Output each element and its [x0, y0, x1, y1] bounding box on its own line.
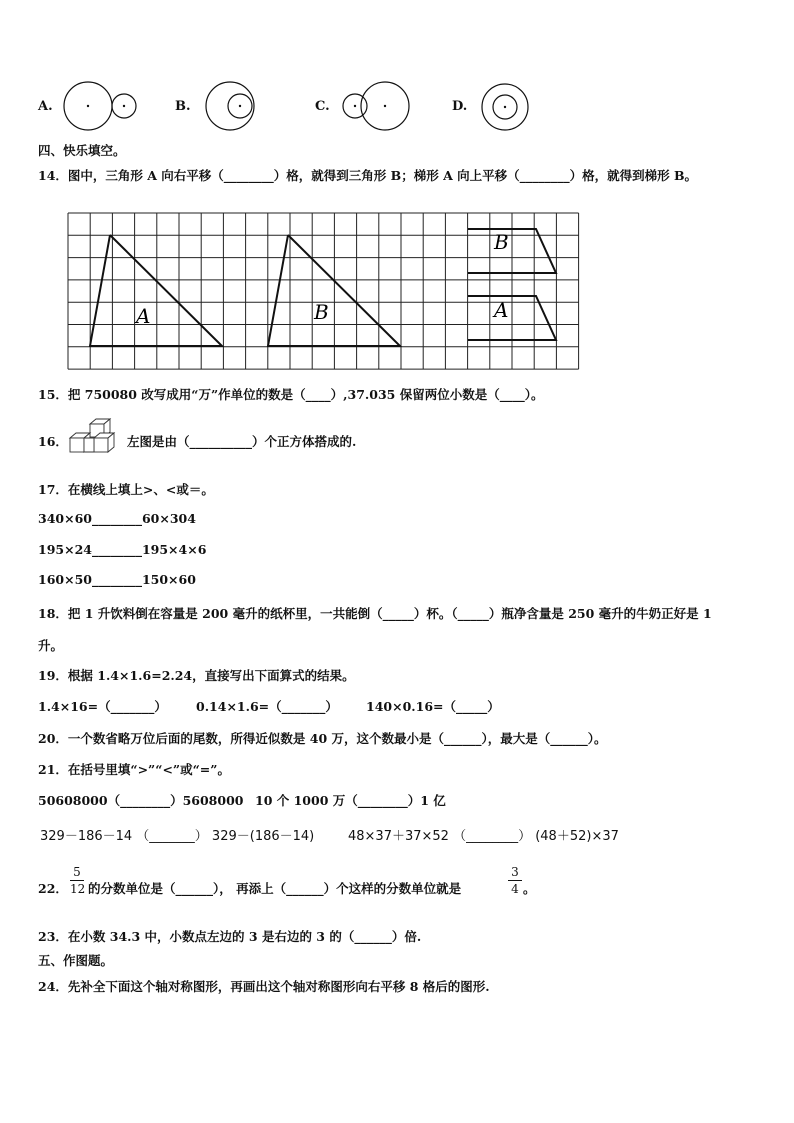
option-b-figure	[204, 80, 260, 132]
fraction-three-fourths	[508, 866, 522, 895]
question-19-item-1: 1.4×16=（_______）	[38, 699, 167, 714]
question-14: 14．图中，三角形 A 向右平移（________）格，就得到三角形 B；梯形 A 向上平移（________）格，就得到梯形 B。	[38, 168, 698, 183]
question-17-row-2: 195×24________195×4×6	[38, 542, 207, 557]
fraction-1-numerator: 5	[73, 865, 81, 879]
question-17-row-1: 340×60________60×304	[38, 511, 196, 526]
question-19-item-3: 140×0.16=（_____）	[366, 699, 500, 714]
option-d-figure	[480, 82, 530, 132]
question-18-line-2: 升。	[38, 638, 64, 653]
question-16: 左图是由（__________）个正方体搭成的.	[127, 434, 357, 449]
option-c-label: C.	[315, 99, 330, 114]
option-c-figure	[341, 80, 413, 132]
triangle-b-label: B	[314, 300, 329, 324]
question-22-end: 。	[523, 881, 536, 896]
section-five-heading: 五、作图题。	[38, 953, 114, 968]
question-18-line-1: 18．把 1 升饮料倒在容量是 200 毫升的纸杯里，一共能倒（_____）杯。（_____）瓶净含量是 250 毫升的牛奶正好是 1	[38, 606, 712, 621]
fraction-2-denominator: 4	[511, 882, 519, 896]
question-17-title: 17．在横线上填上>、<或＝。	[38, 482, 214, 497]
triangle-a-label: A	[136, 304, 151, 328]
question-19-item-2: 0.14×1.6=（_______）	[196, 699, 338, 714]
translation-grid-figure	[66, 205, 582, 371]
question-23: 23．在小数 34.3 中，小数点左边的 3 是右边的 3 的（______）倍.	[38, 929, 422, 944]
question-21-row1-item1: 50608000（________）5608000	[38, 793, 244, 808]
option-a-figure	[60, 80, 140, 132]
question-21-row2-item2: 48×37＋37×52 （________） (48＋52)×37	[348, 829, 619, 844]
cube-stack-figure	[64, 418, 126, 456]
question-17-row-3: 160×50________150×60	[38, 572, 196, 587]
option-b-label: B.	[175, 99, 191, 114]
triangle-a	[90, 235, 222, 346]
section-four-heading: 四、快乐填空。	[38, 143, 126, 158]
fraction-five-twelfths	[70, 866, 84, 895]
question-21-title: 21．在括号里填“>”“<”或“=”。	[38, 762, 230, 777]
question-20: 20．一个数省略万位后面的尾数，所得近似数是 40 万，这个数最小是（______），最大是（______）。	[38, 731, 607, 746]
fraction-1-denominator: 12	[70, 882, 86, 896]
question-22-text: 的分数单位是（______）， 再添上（______）个这样的分数单位就是	[88, 881, 462, 896]
question-22-number: 22．	[38, 881, 68, 896]
fraction-2-numerator: 3	[511, 865, 519, 879]
option-d-label: D.	[452, 99, 468, 114]
trapezoid-b-label: B	[494, 230, 509, 254]
question-21-row2-item1: 329－186－14 （_______） 329－(186－14)	[40, 829, 315, 844]
question-16-number: 16．	[38, 434, 68, 449]
option-a-label: A.	[38, 99, 53, 114]
question-21-row1-item2: 10 个 1000 万（________）1 亿	[255, 793, 446, 808]
trapezoid-a-label: A	[494, 298, 509, 322]
question-19-title: 19．根据 1.4×1.6=2.24，直接写出下面算式的结果。	[38, 668, 355, 683]
question-24: 24．先补全下面这个轴对称图形，再画出这个轴对称图形向右平移 8 格后的图形.	[38, 979, 490, 994]
question-15: 15．把 750080 改写成用“万”作单位的数是（____）,37.035 保留两位小数是（____）。	[38, 387, 544, 402]
